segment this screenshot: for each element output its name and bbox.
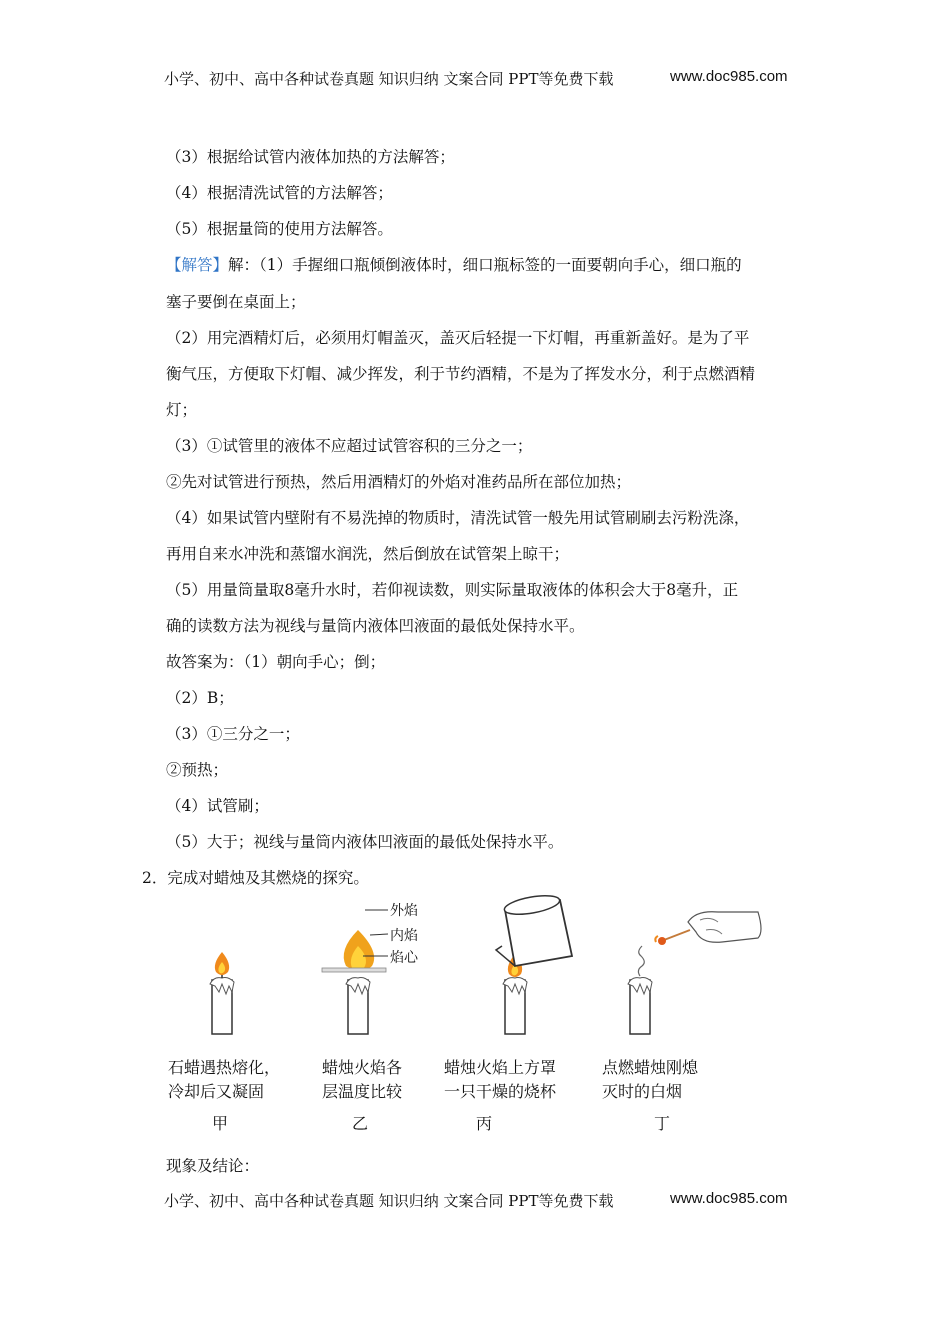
caption-ding bbox=[602, 1056, 698, 1104]
text-line: （4）如果试管内壁附有不易洗掉的物质时，清洗试管一般先用试管刷刷去污粉洗涤， bbox=[166, 509, 750, 527]
candle-jia bbox=[210, 952, 234, 1034]
page-header bbox=[164, 68, 788, 89]
text-line: （2）B； bbox=[166, 689, 234, 707]
text-line: （5）用量筒量取8毫升水时，若仰视读数，则实际量取液体的体积会大于8毫升，正 bbox=[166, 581, 739, 599]
caption-line: 层温度比较 bbox=[322, 1082, 403, 1101]
text-line: 故答案为：（1）朝向手心；倒； bbox=[166, 653, 386, 671]
text-line: 确的读数方法为视线与量筒内液体凹液面的最低处保持水平。 bbox=[166, 617, 585, 635]
text-line: （4）根据清洗试管的方法解答； bbox=[166, 184, 393, 202]
label-flame-core: 焰心 bbox=[390, 950, 418, 966]
candle-experiment-figure bbox=[160, 890, 780, 1140]
text-line: 现象及结论： bbox=[166, 1157, 260, 1175]
text-line: 衡气压，方便取下灯帽、减少挥发，利于节约酒精，不是为了挥发水分，利于点燃酒精 bbox=[166, 365, 756, 383]
text-line: （3）①试管里的液体不应超过试管容积的三分之一； bbox=[166, 437, 533, 455]
caption-jia bbox=[168, 1056, 280, 1104]
question-2: 2．完成对蜡烛及其燃烧的探究。 bbox=[142, 869, 369, 887]
caption-line: 蜡烛火焰各 bbox=[322, 1058, 403, 1077]
header-text: 小学、初中、高中各种试卷真题 知识归纳 文案合同 PPT等免费下载 bbox=[164, 70, 614, 88]
label-outer-flame: 外焰 bbox=[390, 903, 418, 919]
text-line: （5）大于；视线与量筒内液体凹液面的最低处保持水平。 bbox=[166, 833, 564, 851]
text-line: （4）试管刷； bbox=[166, 797, 269, 815]
answer-text: 解：（1）手握细口瓶倾倒液体时，细口瓶标签的一面要朝向手心，细口瓶的 bbox=[228, 256, 742, 274]
figure-id-bing: 丙 bbox=[476, 1114, 493, 1133]
caption-bing bbox=[444, 1056, 556, 1104]
text-line: 灯； bbox=[166, 401, 198, 419]
caption-line: 蜡烛火焰上方罩 bbox=[444, 1058, 557, 1077]
figure-id-ding: 丁 bbox=[654, 1114, 671, 1133]
caption-line: 石蜡遇热熔化， bbox=[168, 1058, 281, 1077]
caption-line: 一只干燥的烧杯 bbox=[444, 1082, 557, 1101]
text-line: （3）根据给试管内液体加热的方法解答； bbox=[166, 148, 455, 166]
footer-url[interactable]: www.doc985.com bbox=[670, 1190, 788, 1207]
candle-ding bbox=[628, 912, 761, 1034]
text-line: ②预热； bbox=[166, 761, 229, 779]
text-line: 再用自来水冲洗和蒸馏水润洗，然后倒放在试管架上晾干； bbox=[166, 545, 570, 563]
caption-line: 点燃蜡烛刚熄 bbox=[602, 1058, 699, 1077]
page-footer bbox=[164, 1190, 788, 1211]
header-url[interactable]: www.doc985.com bbox=[670, 68, 788, 85]
beaker bbox=[496, 892, 572, 966]
answer-tag: 【解答】 bbox=[166, 256, 229, 274]
text-line: （5）根据量筒的使用方法解答。 bbox=[166, 220, 393, 238]
hand-with-match bbox=[655, 912, 761, 945]
text-line: （2）用完酒精灯后，必须用灯帽盖灭，盖灭后轻提一下灯帽，再重新盖好。是为了平 bbox=[166, 329, 750, 347]
caption-line: 冷却后又凝固 bbox=[168, 1082, 265, 1101]
text-line: （3）①三分之一； bbox=[166, 725, 300, 743]
caption-yi bbox=[322, 1056, 402, 1104]
candle-yi bbox=[322, 910, 388, 1034]
text-line: ②先对试管进行预热，然后用酒精灯的外焰对准药品所在部位加热； bbox=[166, 473, 632, 491]
figure-id-yi: 乙 bbox=[352, 1114, 369, 1133]
label-inner-flame: 内焰 bbox=[390, 928, 418, 944]
text-line: 塞子要倒在桌面上； bbox=[166, 293, 306, 311]
figure-id-jia: 甲 bbox=[212, 1114, 229, 1133]
caption-line: 灭时的白烟 bbox=[602, 1082, 683, 1101]
answer-line bbox=[166, 253, 742, 275]
footer-text: 小学、初中、高中各种试卷真题 知识归纳 文案合同 PPT等免费下载 bbox=[164, 1192, 614, 1210]
candle-bing bbox=[496, 892, 572, 1034]
